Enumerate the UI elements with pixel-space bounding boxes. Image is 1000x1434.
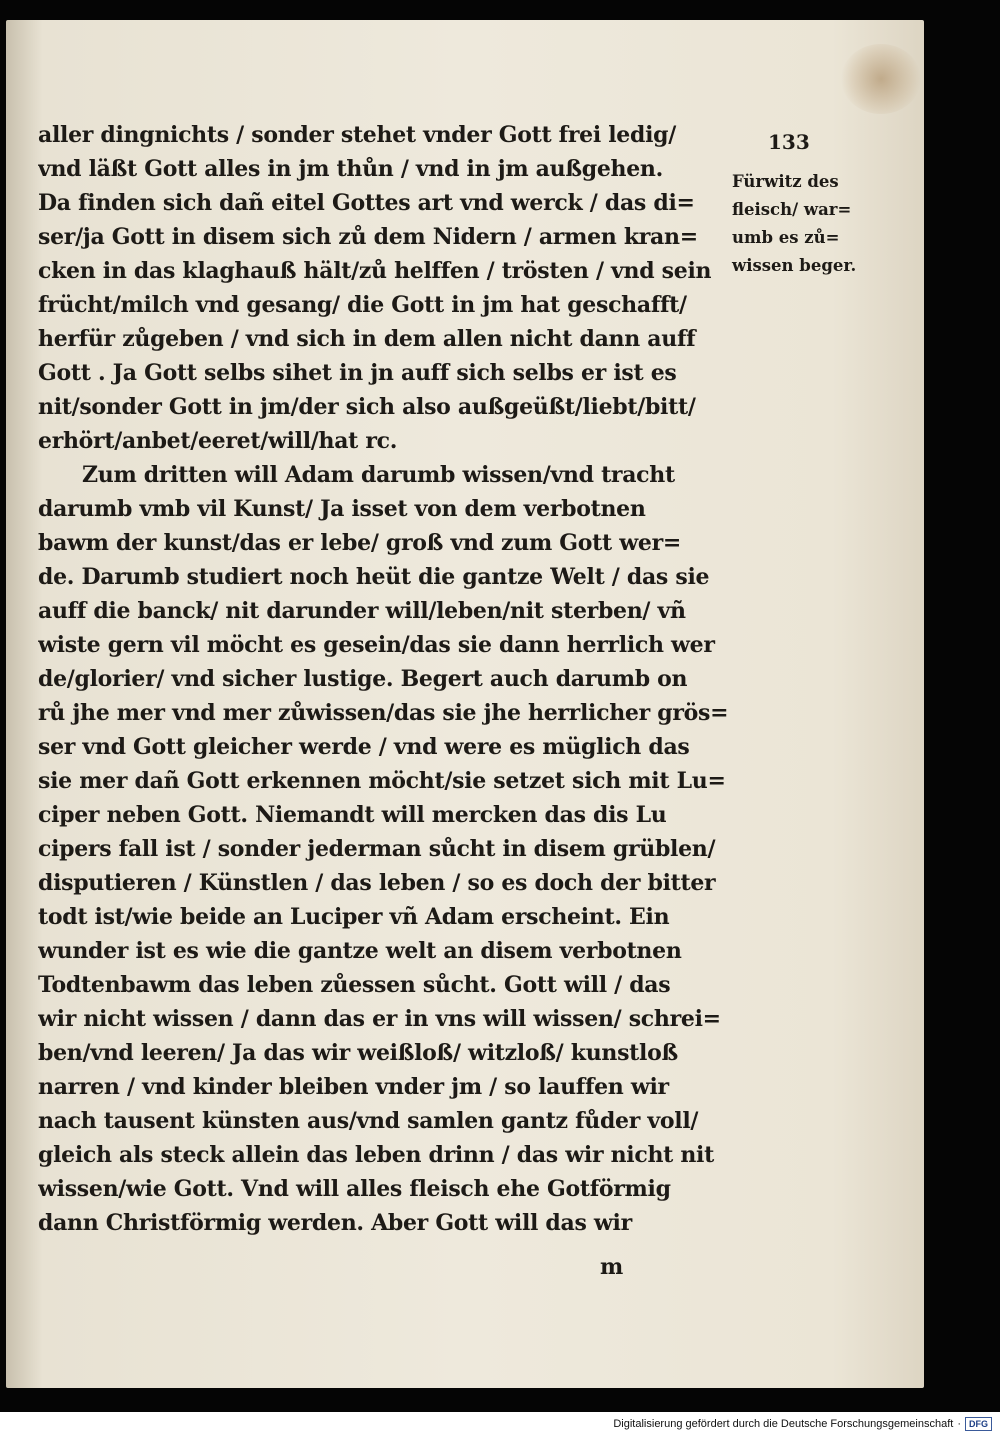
text-line: Da finden sich dañ eitel Gottes art vnd werck / das di= bbox=[38, 190, 695, 216]
text-line: vnd läßt Gott alles in jm thůn / vnd in jm außgehen. bbox=[38, 156, 663, 182]
text-line: darumb vmb vil Kunst/ Ja isset von dem verbotnen bbox=[38, 496, 646, 522]
text-line: nach tausent künsten aus/vnd samlen gantz fůder voll/ bbox=[38, 1108, 699, 1134]
text-line: ciper neben Gott. Niemandt will mercken das dis Lu bbox=[38, 802, 667, 828]
signature-mark: m bbox=[600, 1254, 624, 1280]
text-line: ser/ja Gott in disem sich zů dem Nidern / armen kran= bbox=[38, 224, 698, 250]
text-line: nit/sonder Gott in jm/der sich also außgeüßt/liebt/bitt/ bbox=[38, 394, 696, 420]
text-line: auff die banck/ nit darunder will/leben/nit sterben/ vñ bbox=[38, 598, 686, 624]
text-line: todt ist/wie beide an Luciper vñ Adam erscheint. Ein bbox=[38, 904, 670, 930]
text-line: sie mer dañ Gott erkennen möcht/sie setzet sich mit Lu= bbox=[38, 768, 726, 794]
marginal-note-line: wissen beger. bbox=[732, 256, 857, 275]
page-number: 133 bbox=[768, 130, 810, 154]
text-line: Gott . Ja Gott selbs sihet in jn auff sich selbs er ist es bbox=[38, 360, 677, 386]
text-line: ser vnd Gott gleicher werde / vnd were es müglich das bbox=[38, 734, 690, 760]
text-line: cken in das klaghauß hält/zů helffen / trösten / vnd sein bbox=[38, 258, 712, 284]
text-line: bawm der kunst/das er lebe/ groß vnd zum Gott wer= bbox=[38, 530, 681, 556]
text-line: wir nicht wissen / dann das er in vns will wissen/ schrei= bbox=[38, 1006, 721, 1032]
text-line: wiste gern vil möcht es gesein/das sie dann herrlich wer bbox=[38, 632, 715, 658]
text-line: de. Darumb studiert noch heüt die gantze Welt / das sie bbox=[38, 564, 710, 590]
text-line: ben/vnd leeren/ Ja das wir weißloß/ witzloß/ kunstloß bbox=[38, 1040, 678, 1066]
marginal-note-line: umb es zů= bbox=[732, 228, 840, 247]
marginal-note bbox=[732, 168, 872, 280]
text-line: frücht/milch vnd gesang/ die Gott in jm hat geschafft/ bbox=[38, 292, 687, 318]
digitization-footer bbox=[613, 1416, 992, 1432]
page-stain bbox=[841, 44, 921, 114]
dfg-logo[interactable]: DFG bbox=[965, 1417, 992, 1431]
text-line: disputieren / Künstlen / das leben / so es doch der bitter bbox=[38, 870, 716, 896]
text-line: gleich als steck allein das leben drinn / das wir nicht nit bbox=[38, 1142, 714, 1168]
separator: · bbox=[957, 1418, 961, 1430]
main-text-block bbox=[38, 118, 732, 1240]
text-line: de/glorier/ vnd sicher lustige. Begert auch darumb on bbox=[38, 666, 688, 692]
text-line: narren / vnd kinder bleiben vnder jm / so lauffen wir bbox=[38, 1074, 669, 1100]
text-line: wunder ist es wie die gantze welt an disem verbotnen bbox=[38, 938, 682, 964]
text-line: aller dingnichts / sonder stehet vnder Gott frei ledig/ bbox=[38, 122, 676, 148]
text-line: dann Christförmig werden. Aber Gott will das wir bbox=[38, 1210, 632, 1236]
text-line: rů jhe mer vnd mer zůwissen/das sie jhe herrlicher grös= bbox=[38, 700, 729, 726]
text-line: herfür zůgeben / vnd sich in dem allen nicht dann auff bbox=[38, 326, 696, 352]
marginal-note-line: Fürwitz des bbox=[732, 172, 839, 191]
text-line: wissen/wie Gott. Vnd will alles fleisch ehe Gotförmig bbox=[38, 1176, 671, 1202]
funding-credit: Digitalisierung gefördert durch die Deutsche Forschungsgemeinschaft bbox=[613, 1418, 954, 1430]
text-line: cipers fall ist / sonder jederman sůcht in disem grüblen/ bbox=[38, 836, 716, 862]
text-line: Todtenbawm das leben zůessen sůcht. Gott will / das bbox=[38, 972, 671, 998]
text-line: erhört/anbet/eeret/will/hat rc. bbox=[38, 428, 398, 454]
marginal-note-line: fleisch/ war= bbox=[732, 200, 852, 219]
text-line: Zum dritten will Adam darumb wissen/vnd tracht bbox=[82, 462, 675, 488]
